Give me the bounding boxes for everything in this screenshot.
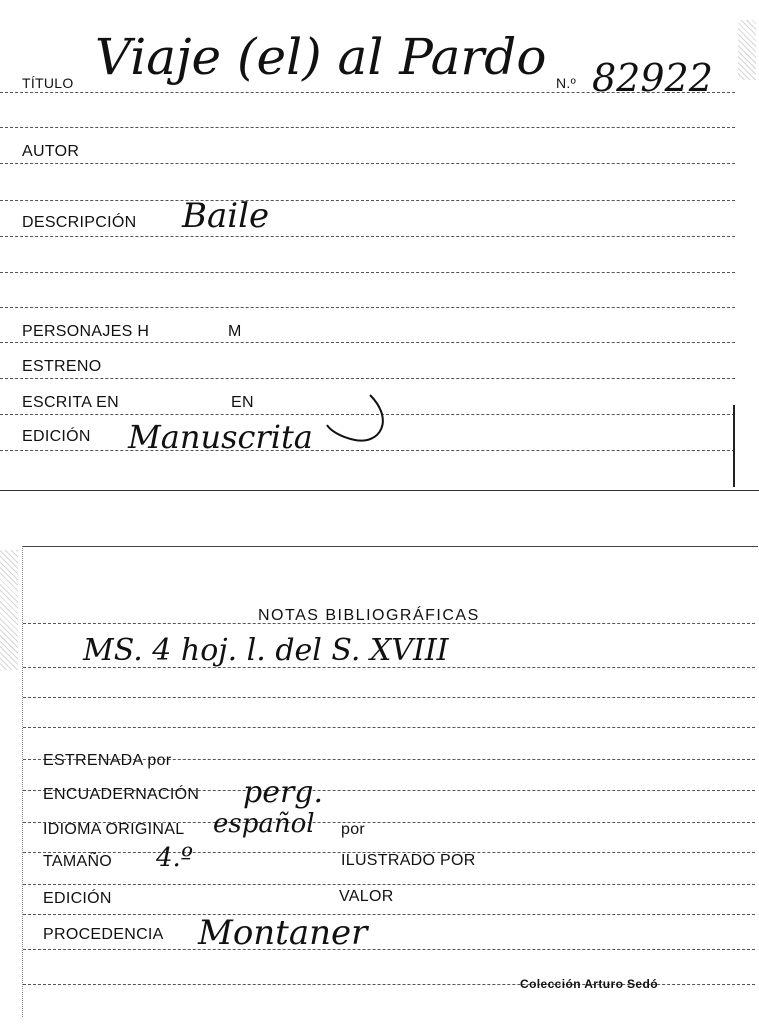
ruled-line	[0, 236, 735, 237]
escrita-en-label: EN	[231, 394, 254, 411]
procedencia-label: PROCEDENCIA	[43, 926, 164, 943]
ruled-line	[0, 307, 735, 308]
numero-label: N.º	[556, 75, 577, 91]
ruled-line	[0, 450, 735, 451]
catalog-card-bottom	[22, 546, 758, 1017]
card-separator	[0, 490, 759, 491]
valor-label: VALOR	[339, 888, 394, 905]
ruled-line	[23, 949, 755, 950]
escrita-label: ESCRITA EN	[22, 394, 119, 411]
descripcion-value: Baile	[182, 196, 270, 236]
idioma-label: IDIOMA ORIGINAL	[43, 821, 185, 838]
idioma-por-label: por	[341, 821, 366, 838]
ruled-line	[0, 342, 735, 343]
numero-value: 82922	[592, 56, 713, 100]
ruled-line	[0, 272, 735, 273]
tamano-value: 4.º	[156, 843, 194, 873]
ruled-line	[0, 378, 735, 379]
card-edge-line	[733, 405, 735, 487]
catalog-card-top	[0, 0, 740, 490]
titulo-label: TÍTULO	[22, 75, 74, 91]
personajes-label: PERSONAJES H	[22, 323, 150, 340]
ilustrado-label: ILUSTRADO POR	[341, 852, 476, 869]
paper-speckle	[0, 550, 18, 670]
ruled-line	[23, 697, 755, 698]
ruled-line	[23, 727, 755, 728]
notas-value: MS. 4 hoj. l. del S. XVIII	[83, 633, 449, 668]
ruled-line	[0, 163, 735, 164]
ruled-line	[0, 127, 735, 128]
autor-label: AUTOR	[22, 143, 80, 160]
notas-label: NOTAS BIBLIOGRÁFICAS	[258, 607, 480, 624]
collection-credit: Colección Arturo Sedó	[520, 977, 658, 991]
tamano-label: TAMAÑO	[43, 853, 113, 870]
handwritten-stroke-icon	[325, 390, 395, 450]
ruled-line	[23, 914, 755, 915]
edicion-label-bottom: EDICIÓN	[43, 890, 112, 907]
personajes-m-label: M	[228, 323, 242, 340]
edicion-label: EDICIÓN	[22, 428, 91, 445]
encuadernacion-value: perg.	[243, 775, 324, 810]
ruled-line	[23, 884, 755, 885]
encuadernacion-label: ENCUADERNACIÓN	[43, 786, 200, 803]
ruled-line	[0, 200, 735, 201]
titulo-value: Viaje (el) al Pardo	[95, 28, 547, 86]
descripcion-label: DESCRIPCIÓN	[22, 214, 137, 231]
idioma-value: español	[213, 809, 315, 839]
estreno-label: ESTRENO	[22, 358, 102, 375]
paper-speckle	[738, 20, 756, 80]
procedencia-value: Montaner	[198, 913, 368, 953]
edicion-value: Manuscrita	[128, 418, 313, 456]
estrenada-label: ESTRENADA por	[43, 752, 172, 769]
